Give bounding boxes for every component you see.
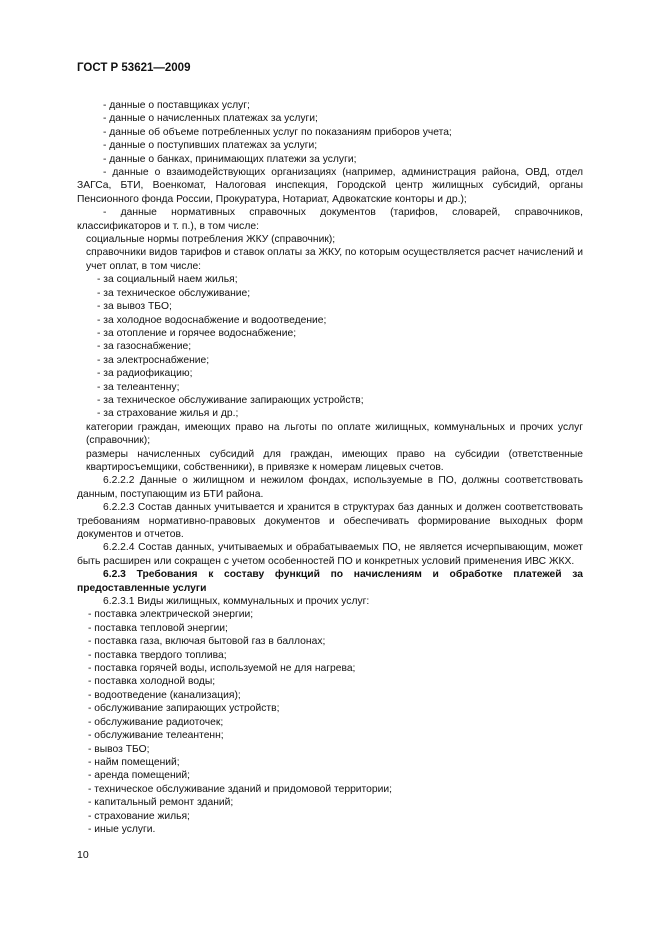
sub-item: социальные нормы потребления ЖКУ (справочник); xyxy=(86,234,336,246)
service-item: - поставка газа, включая бытовой газ в баллонах; xyxy=(88,636,326,648)
document-header: ГОСТ Р 53621—2009 xyxy=(77,62,191,74)
service-item: - капитальный ремонт зданий; xyxy=(88,797,234,809)
service-item: - поставка горячей воды, используемой не для нагрева; xyxy=(88,663,356,675)
tariff-item: - за электроснабжение; xyxy=(97,354,210,366)
tariff-item: - за телеантенну; xyxy=(97,381,180,393)
paragraph-6-2-2-4: 6.2.2.4 Состав данных, учитываемых и обрабатываемых ПО, не является исчерпывающим, может быть расширен или сокращен с учетом особенностей ПО и конкретных условий применения ИВС ЖКХ. xyxy=(77,542,583,567)
sub-item: размеры начисленных субсидий для граждан, имеющих право на субсидии (ответственные квартиросъемщики, собственники), в привязке к номерам лицевых счетов. xyxy=(86,448,583,473)
service-item: - обслуживание телеантенн; xyxy=(88,730,224,742)
tariff-item: - за техническое обслуживание запирающих устройств; xyxy=(97,394,364,406)
service-item: - поставка холодной воды; xyxy=(88,676,216,688)
page-number: 10 xyxy=(77,849,89,861)
service-item: - техническое обслуживание зданий и придомовой территории; xyxy=(88,783,392,795)
tariff-item: - за холодное водоснабжение и водоотведение; xyxy=(97,314,327,326)
tariff-item: - за газоснабжение; xyxy=(97,341,192,353)
paragraph-6-2-2-3: 6.2.2.3 Состав данных учитывается и хранится в структурах баз данных и должен соответствовать требованиям нормативно-правовых документов и обеспечивать формирование выходных форм документов и отчетов. xyxy=(77,502,583,540)
service-item: - иные услуги. xyxy=(88,823,156,835)
service-item: - водоотведение (канализация); xyxy=(88,689,241,701)
service-item: - вывоз ТБО; xyxy=(88,743,150,755)
tariff-item: - за техническое обслуживание; xyxy=(97,287,251,299)
list-item: - данные о начисленных платежах за услуги; xyxy=(103,113,318,125)
tariff-item: - за вывоз ТБО; xyxy=(97,301,172,313)
list-item: - данные об объеме потребленных услуг по показаниям приборов учета; xyxy=(103,126,452,138)
paragraph-6-2-2-2: 6.2.2.2 Данные о жилищном и нежилом фондах, используемые в ПО, должны соответствовать данным, поступающим из БТИ района. xyxy=(77,475,583,500)
service-item: - обслуживание радиоточек; xyxy=(88,716,224,728)
list-item: - данные о поставщиках услуг; xyxy=(103,100,250,111)
paragraph-6-2-3-1: 6.2.3.1 Виды жилищных, коммунальных и прочих услуг: xyxy=(103,596,370,608)
service-item: - аренда помещений; xyxy=(88,770,190,782)
service-item: - поставка тепловой энергии; xyxy=(88,622,228,634)
service-item: - поставка электрической энергии; xyxy=(88,609,254,621)
page-content xyxy=(77,99,583,836)
sub-item: категории граждан, имеющих право на льготы по оплате жилищных, коммунальных и прочих услуг (справочник); xyxy=(86,421,583,447)
list-item: - данные нормативных справочных документов (тарифов, словарей, справочников, классификаторов и т. п.), в том числе: xyxy=(77,207,583,232)
tariff-item: - за радиофикацию; xyxy=(97,368,193,380)
list-item: - данные о банках, принимающих платежи за услуги; xyxy=(103,153,357,165)
service-item: - поставка твердого топлива; xyxy=(88,649,227,661)
service-item: - обслуживание запирающих устройств; xyxy=(88,703,280,715)
tariff-item: - за отопление и горячее водоснабжение; xyxy=(97,327,297,339)
list-item: - данные о поступивших платежах за услуги; xyxy=(103,140,318,152)
service-item: - найм помещений; xyxy=(88,756,180,768)
tariff-item: - за страхование жилья и др.; xyxy=(97,408,239,420)
tariff-item: - за социальный наем жилья; xyxy=(97,274,238,286)
list-item: - данные о взаимодействующих организациях (например, администрация района, ОВД, отдел ЗАГСа, БТИ, Военкомат, Налоговая инспекция, Городской центр жилищных субсидий, органы Пенсионного фонда России, Прокуратура, Нотариат, Адвокатские конторы и др.); xyxy=(77,167,583,205)
service-item: - страхование жилья; xyxy=(88,810,190,822)
section-heading-6-2-3: 6.2.3 Требования к составу функций по начислениям и обработке платежей за предоставленные услуги xyxy=(77,569,583,594)
sub-item: справочники видов тарифов и ставок оплаты за ЖКУ, по которым осуществляется расчет начислений и учет оплат, в том числе: xyxy=(86,247,583,272)
